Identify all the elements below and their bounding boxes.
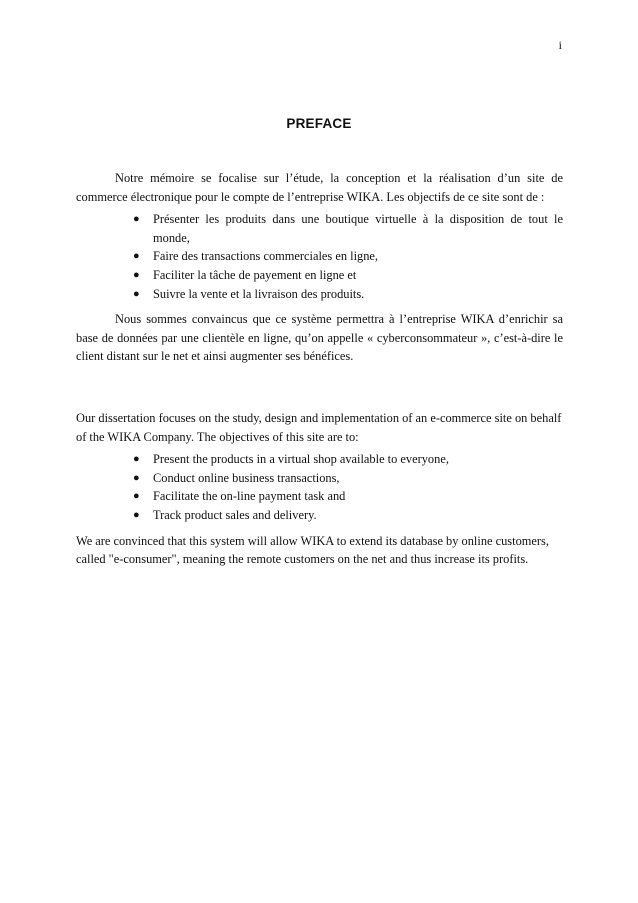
list-item: ● Facilitate the on-line payment task and xyxy=(153,487,563,506)
list-item: ● Track product sales and delivery. xyxy=(153,506,563,525)
page-title: PREFACE xyxy=(286,116,352,131)
list-item: ● Suivre la vente et la livraison des produits. xyxy=(153,285,563,304)
list-item: ● Faciliter la tâche de payement en ligne et xyxy=(153,266,563,285)
bullet-icon: ● xyxy=(133,508,140,521)
bullet-icon: ● xyxy=(133,213,140,226)
bullet-icon: ● xyxy=(133,453,140,466)
list-item: ● Conduct online business transactions, xyxy=(153,469,563,488)
french-objectives-list xyxy=(76,210,563,303)
bullet-icon: ● xyxy=(133,490,140,503)
french-intro-paragraph: Notre mémoire se focalise sur l’étude, la conception et la réalisation d’un site de commerce électronique pour le compte de l’entreprise WIKA. Les objectifs de ce site sont de : xyxy=(76,171,563,204)
bullet-icon: ● xyxy=(133,471,140,484)
english-conclusion-paragraph: We are convinced that this system will allow WIKA to extend its database by online customers, called "e-consumer", meaning the remote customers on the net and thus increase its profits. xyxy=(76,533,549,567)
bullet-icon: ● xyxy=(133,287,140,300)
page-number: i xyxy=(558,38,562,52)
english-section xyxy=(76,409,563,569)
bullet-icon: ● xyxy=(133,250,140,263)
french-section xyxy=(76,169,563,366)
bullet-icon: ● xyxy=(133,268,140,281)
list-item: ● Présenter les produits dans une boutique virtuelle à la disposition de tout le monde, xyxy=(133,212,563,245)
english-intro-paragraph: Our dissertation focuses on the study, design and implementation of an e-commerce site on behalf of the WIKA Company. The objectives of this site are to: xyxy=(76,411,562,444)
list-item: ● Faire des transactions commerciales en ligne, xyxy=(153,247,563,266)
english-objectives-list xyxy=(76,450,563,524)
french-conclusion-paragraph: Nous sommes convaincus que ce système permettra à l’entreprise WIKA d’enrichir sa base de données par une clientèle en ligne, qu’on appelle « cyberconsommateur », c’est-à-dire le client distant sur le net et ainsi augmenter ses bénéfices. xyxy=(76,312,563,364)
list-item: ● Present the products in a virtual shop available to everyone, xyxy=(153,450,563,469)
